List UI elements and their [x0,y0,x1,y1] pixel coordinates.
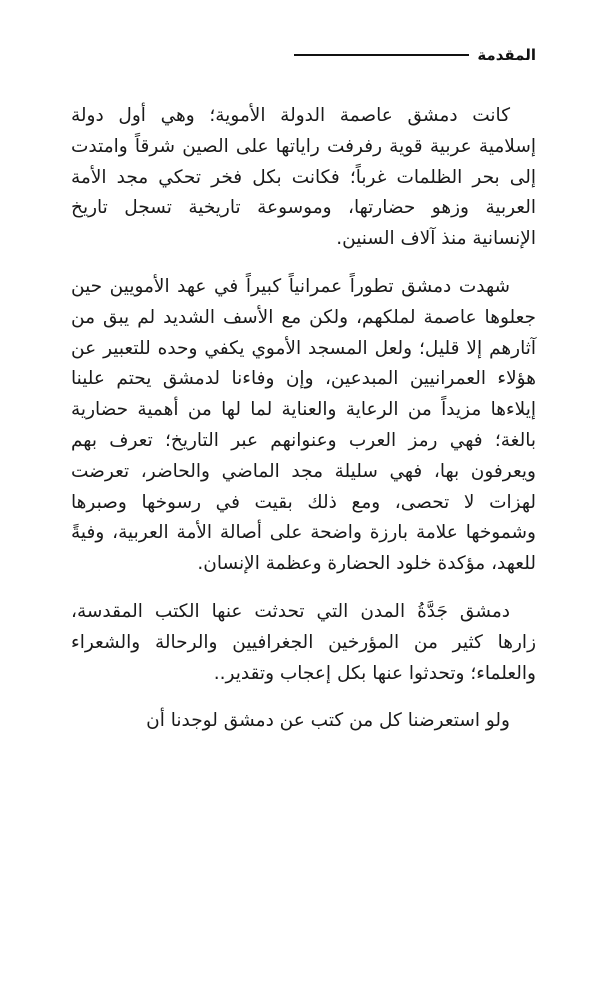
paragraph-1: كانت دمشق عاصمة الدولة الأموية؛ وهي أول دولة إسلامية عربية قوية رفرفت راياتها على الصين شرقاً وامتدت إلى بحر الظلمات غرباً؛ فكانت بكل فخر تحكي مجد الأمة العربية وزهو حضارتها، وموسوعة تاريخية تسجل تاريخ الإنسانية منذ آلاف السنين. [71,105,536,250]
paragraph-2: شهدت دمشق تطوراً عمرانياً كبيراً في عهد الأمويين حين جعلوها عاصمة لملكهم، ولكن مع الأسف الشديد لم يبق من آثارهم إلا قليل؛ ولعل المسجد الأموي يكفي وحده للتعبير عن هؤلاء العمرانيين المبدعين، وإن وفاءنا لدمشق يحتم علينا إيلاءها مزيداً من الرعاية والعناية لما لها من أهمية حضارية بالغة؛ فهي رمز العرب وعنوانهم عبر التاريخ؛ تعرف بهم ويعرفون بها، فهي سليلة مجد الماضي والحاضر، تعرضت لهزات لا تحصى، ومع ذلك بقيت في رسوخها وصبرها وشموخها علامة بارزة واضحة على أصالة الأمة العربية، وفيةً للعهد، مؤكدة خلود الحضارة وعظمة الإنسان. [71,275,536,575]
header-rule [294,54,469,56]
paragraph-4: ولو استعرضنا كل من كتب عن دمشق لوجدنا أن [146,710,510,732]
chapter-title: المقدمة [477,46,536,64]
running-header [71,44,536,66]
body-text [71,101,536,737]
paragraph-3: دمشق جَدَّةُ المدن التي تحدثت عنها الكتب المقدسة، زارها كثير من المؤرخين الجغرافيين والرحالة والشعراء والعلماء؛ وتحدثوا عنها بكل إعجاب وتقدير.. [71,600,536,684]
